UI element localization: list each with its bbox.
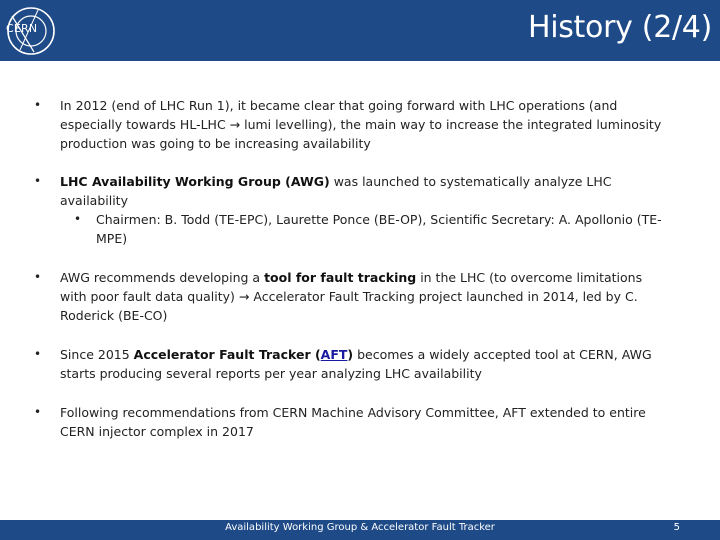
- cern-logo: [4, 4, 58, 58]
- bullet-dot: •: [34, 174, 42, 188]
- bullet-text: becomes a widely accepted tool at CERN, AWG starts producing several reports per year analyzing LHC availability: [60, 347, 652, 381]
- bullet-item: [34, 172, 668, 248]
- bullet-text: Since 2015: [60, 347, 134, 362]
- page-number: 5: [673, 522, 680, 533]
- bullet-dot: •: [34, 98, 42, 112]
- bullet-item: [34, 403, 668, 441]
- arrow-icon: →: [238, 289, 250, 304]
- bullet-item: [34, 345, 668, 383]
- bold-text: tool for fault tracking: [264, 270, 417, 285]
- arrow-icon: →: [229, 117, 241, 132]
- bullet-dot: •: [34, 270, 42, 284]
- bullet-text: Following recommendations from CERN Machine Advisory Committee, AFT extended to entire CERN injector complex in 2017: [60, 405, 646, 439]
- bullet-text: in the LHC (to overcome limitations with poor fault data quality): [60, 270, 643, 304]
- bullet-dot: •: [34, 405, 42, 419]
- aft-link[interactable]: AFT: [320, 347, 348, 362]
- logo-text: CERN: [6, 22, 38, 35]
- bullet-item: [34, 268, 668, 325]
- bullet-item: [34, 96, 668, 153]
- bullet-text: AWG recommends developing a: [60, 270, 265, 285]
- bullet-text: was launched to systematically analyze LHC availability: [60, 174, 612, 208]
- bold-text: LHC Availability Working Group (AWG): [60, 174, 330, 189]
- sub-bullet-text: Chairmen: B. Todd (TE-EPC), Laurette Ponce (BE-OP), Scientific Secretary: A. Apollonio (TE-MPE): [96, 212, 662, 246]
- sub-bullet-dot: •: [74, 212, 82, 226]
- slide-title: History (2/4): [527, 10, 712, 45]
- bold-text: Accelerator Fault Tracker (: [133, 347, 321, 362]
- footer-text: Availability Working Group & Accelerator Fault Tracker: [225, 522, 495, 533]
- bullet-text: Accelerator Fault Tracking project launched in 2014, led by C. Roderick (BE-CO): [60, 289, 638, 323]
- bullet-dot: •: [34, 347, 42, 361]
- bullet-text: In 2012 (end of LHC Run 1), it became clear that going forward with LHC operations (and especially towards HL-LHC: [60, 98, 618, 132]
- bullet-text: lumi levelling), the main way to increase the integrated luminosity production was going to be increasing availability: [60, 117, 662, 151]
- sub-bullet-item: [74, 210, 668, 248]
- bold-text: ): [347, 347, 354, 362]
